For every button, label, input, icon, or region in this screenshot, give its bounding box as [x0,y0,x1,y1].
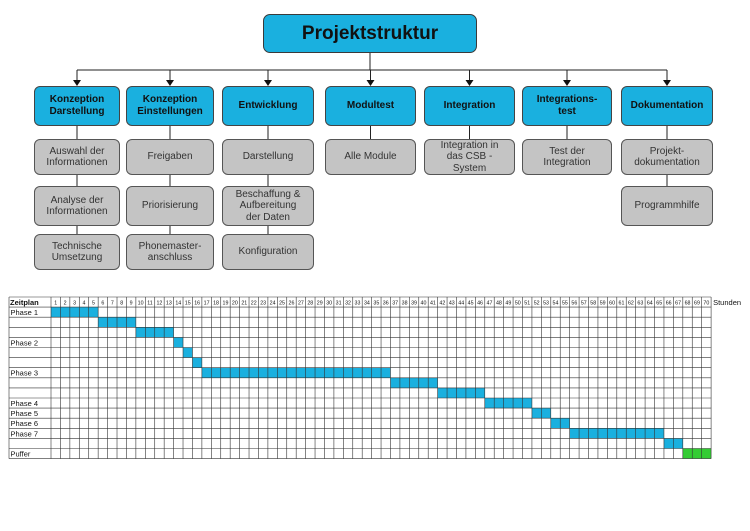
hour-tick-label: 14 [175,300,182,307]
hour-tick-label: 15 [184,300,191,307]
hour-tick-label: 60 [609,300,616,307]
category-label: Integrations- test [536,94,598,117]
hour-tick-label: 40 [420,300,427,307]
hour-tick-label: 18 [213,300,219,307]
hour-tick-label: 38 [401,300,408,307]
task-label: Beschaffung & Aufbereitung der Daten [235,188,301,223]
hour-tick-label: 49 [505,300,512,307]
hour-tick-label: 4 [82,300,86,307]
task-label: Projekt- dokumentation [634,145,700,168]
hour-tick-label: 1 [54,300,58,307]
hour-tick-label: 16 [194,300,201,307]
hour-tick-label: 24 [269,300,276,307]
hour-tick-label: 28 [307,300,314,307]
category-label: Entwicklung [238,100,298,111]
task-label: Freigaben [147,151,193,163]
hour-tick-label: 17 [203,300,210,307]
hour-tick-label: 48 [495,300,502,307]
gantt-bar [438,388,485,398]
hour-tick-label: 2 [63,300,67,307]
hour-tick-label: 30 [326,300,333,307]
hour-tick-label: 70 [703,300,710,307]
hour-tick-label: 13 [165,300,172,307]
hour-tick-label: 20 [231,300,238,307]
phase-label: Phase 2 [10,338,39,348]
category-label: Integration [443,100,496,111]
phase-label: Phase 7 [10,429,39,439]
gantt-bar [183,348,192,358]
gantt-bar [485,398,532,408]
hour-tick-label: 51 [524,300,531,307]
task-label: Alle Module [344,151,397,163]
phase-label: Phase 1 [10,308,39,318]
hour-tick-label: 39 [411,300,418,307]
hour-tick-label: 3 [73,300,77,307]
hour-tick-label: 55 [561,300,568,307]
hour-tick-label: 56 [571,300,578,307]
phase-label: Phase 3 [10,368,39,378]
task-label: Darstellung [242,151,294,163]
hour-tick-label: 6 [101,300,105,307]
hour-tick-label: 12 [156,300,163,307]
hour-tick-label: 61 [618,300,625,307]
hour-tick-label: 25 [279,300,285,307]
gantt-bar [51,307,98,317]
category-label: Modultest [346,100,395,111]
hour-tick-label: 21 [241,300,248,307]
phase-label: Phase 4 [10,399,39,408]
hour-tick-label: 42 [439,300,446,307]
gantt-bar [192,358,201,368]
hour-tick-label: 9 [129,300,133,307]
hour-tick-label: 53 [543,300,550,307]
hour-tick-label: 46 [477,300,484,307]
hour-tick-label: 36 [382,300,389,307]
task-label: Analyse der Informationen [46,194,108,217]
unit-label: Stunden [713,298,742,307]
task-label: Test der Integration [543,145,591,168]
hour-tick-label: 27 [297,300,304,307]
gantt-corner-label: Zeitplan [10,298,39,307]
phase-label: Phase 5 [10,409,39,419]
hour-tick-label: 34 [363,300,370,307]
hour-tick-label: 35 [373,300,380,307]
task-label: Integration in das CSB - System [440,139,499,174]
task-label: Priorisierung [141,200,199,212]
hour-tick-label: 66 [665,300,672,307]
category-label: Konzeption Einstellungen [137,94,203,117]
hour-tick-label: 69 [694,300,700,307]
hour-tick-label: 52 [533,300,540,307]
hour-tick-label: 57 [580,300,587,307]
hour-tick-label: 5 [91,300,95,307]
hour-tick-label: 45 [467,300,474,307]
category-label: Konzeption Darstellung [49,94,105,117]
hour-tick-label: 64 [646,300,653,307]
hour-tick-label: 47 [486,300,493,307]
gantt-bar [683,449,711,459]
hour-tick-label: 54 [552,300,559,307]
hour-tick-label: 41 [429,300,436,307]
task-label: Technische Umsetzung [51,240,103,263]
hour-tick-label: 8 [120,300,124,307]
hour-tick-label: 11 [147,300,153,307]
hour-tick-label: 43 [448,300,455,307]
task-label: Programmhilfe [634,200,700,212]
hour-tick-label: 29 [316,300,323,307]
hour-tick-label: 22 [250,300,257,307]
hour-tick-label: 67 [675,300,682,307]
hour-tick-label: 33 [354,300,361,307]
phase-label: Puffer [10,449,31,459]
hour-tick-label: 58 [590,300,597,307]
task-label: Phonemaster- anschluss [138,240,202,263]
hour-tick-label: 7 [110,300,114,307]
hour-tick-label: 68 [684,300,691,307]
hour-tick-label: 65 [656,300,663,307]
hour-tick-label: 50 [514,300,521,307]
hour-tick-label: 32 [345,300,351,307]
phase-label: Phase 6 [10,419,39,429]
hour-tick-label: 44 [458,300,465,307]
gantt-bar [390,378,437,388]
category-label: Dokumentation [630,100,704,111]
hour-tick-label: 63 [637,300,644,307]
hour-tick-label: 62 [627,300,634,307]
hour-tick-label: 37 [392,300,399,307]
hour-tick-label: 10 [137,300,144,307]
root-title: Projektstruktur [301,22,439,44]
task-label: Auswahl der Informationen [46,145,108,168]
hour-tick-label: 31 [335,300,342,307]
task-label: Konfiguration [238,246,298,258]
hour-tick-label: 59 [599,300,606,307]
hour-tick-label: 23 [260,300,267,307]
hour-tick-label: 26 [288,300,295,307]
gantt-bar [174,337,183,347]
hour-tick-label: 19 [222,300,229,307]
